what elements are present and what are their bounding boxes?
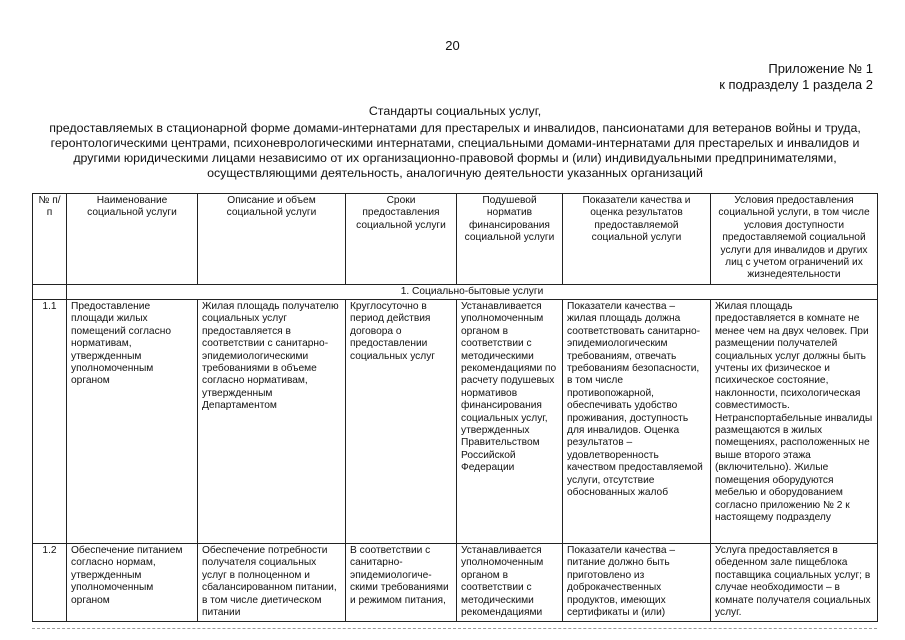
- financing-cell: Устанавливается уполномоченным органом в соответствии с методическими рекомендациями: [457, 544, 563, 622]
- table-row: [33, 300, 878, 544]
- page-bottom-divider: [32, 628, 877, 629]
- service-name-cell: Предоставление площади жилых помещений согласно нормативам, утвержденным уполномоченным органом: [67, 300, 198, 544]
- table-header-row: [33, 194, 878, 285]
- conditions-cell: Жилая площадь предоставляется в комнате не менее чем на двух человек. При размещении получателей социальных услуг должны быть учтены их физическое и психическое состояние, наклонности, психологическая совместимость. Нетранспортабельные инвалиды размещаются в жилых помещениях, расположенных не выше второго этажа (включительно). Жилые помещения оборудуются мебелью и оборудованием согласно приложению № 2 к настоящему подразделу: [711, 300, 878, 544]
- header-service-name: Наименование социальной услуги: [67, 194, 198, 285]
- header-description: Описание и объем социальной услуги: [198, 194, 346, 285]
- service-name-cell: Обеспечение питанием согласно нормам, утвержденным уполномоченным органом: [67, 544, 198, 622]
- appendix-line-1: Приложение № 1: [768, 61, 873, 76]
- row-number: 1.1: [33, 300, 67, 544]
- standards-table: [32, 193, 878, 622]
- appendix-reference: [719, 61, 873, 93]
- terms-cell: Круглосуточно в период действия договора о предоставлении социальных услуг: [346, 300, 457, 544]
- description-cell: Жилая площадь получателю социальных услуг предоставляется в соответствии с санитарно-эпидемиологическими требованиями в объеме согласно нормативам, утвержденным Департаментом: [198, 300, 346, 544]
- table-row: [33, 544, 878, 622]
- header-financing: Подушевой норматив финансирования социальной услуги: [457, 194, 563, 285]
- financing-cell: Устанавливается уполномоченным органом в соответствии с методическими рекомендациями по расчету подушевых нормативов финансирования социальных услуг, утвержденных Правительством Российской Федерации: [457, 300, 563, 544]
- header-number: № п/п: [33, 194, 67, 285]
- row-number: 1.2: [33, 544, 67, 622]
- section-row: [33, 285, 878, 300]
- section-title: 1. Социально-бытовые услуги: [67, 285, 878, 300]
- document-title: [40, 104, 870, 181]
- page-number: 20: [445, 38, 460, 53]
- appendix-line-2: к подразделу 1 раздела 2: [719, 77, 873, 92]
- quality-cell: Показатели качества – жилая площадь должна соответствовать санитарно-эпидемиологическим требованиям, отвечать требованиям безопасности, в том числе противопожарной, обеспечивать удобство проживания, доступность для инвалидов. Оценка результатов – удовлетворенность качеством предоставляемой услуги, отсутствие обоснованных жалоб: [563, 300, 711, 544]
- conditions-cell: Услуга предоставляется в обеденном зале пищеблока поставщика социальных услуг; в случае необходимости – в комнате получателя социальных услуг.: [711, 544, 878, 622]
- header-quality: Показатели качества и оценка результатов предоставляемой социальной услуги: [563, 194, 711, 285]
- description-cell: Обеспечение потребности получателя социальных услуг в полноценном и сбалансированном питании, в том числе диетическом питании: [198, 544, 346, 622]
- title-line-2: предоставляемых в стационарной форме домами-интернатами для престарелых и инвалидов, пансионатами для ветеранов войны и труда, геронтологическими центрами, психоневрологическими интернатами, специальными домами-интернатами для престарелых и инвалидов и другими юридическими лицами независимо от их организационно-правовой формы и (или) индивидуальными предпринимателями, осуществляющими деятельность, аналогичную деятельности указанных организаций: [49, 121, 861, 180]
- title-line-1: Стандарты социальных услуг,: [368, 104, 542, 118]
- terms-cell: В соответствии с санитарно-эпидемиологиче-скими требованиями и режимом питания,: [346, 544, 457, 622]
- header-terms: Сроки предоставления социальной услуги: [346, 194, 457, 285]
- quality-cell: Показатели качества – питание должно быть приготовлено из доброкачественных продуктов, имеющих сертификаты и (или): [563, 544, 711, 622]
- header-conditions: Условия предоставления социальной услуги, в том числе условия доступности предоставляемой социальной услуги для инвалидов и других лиц с учетом ограничений их жизнедеятельности: [711, 194, 878, 285]
